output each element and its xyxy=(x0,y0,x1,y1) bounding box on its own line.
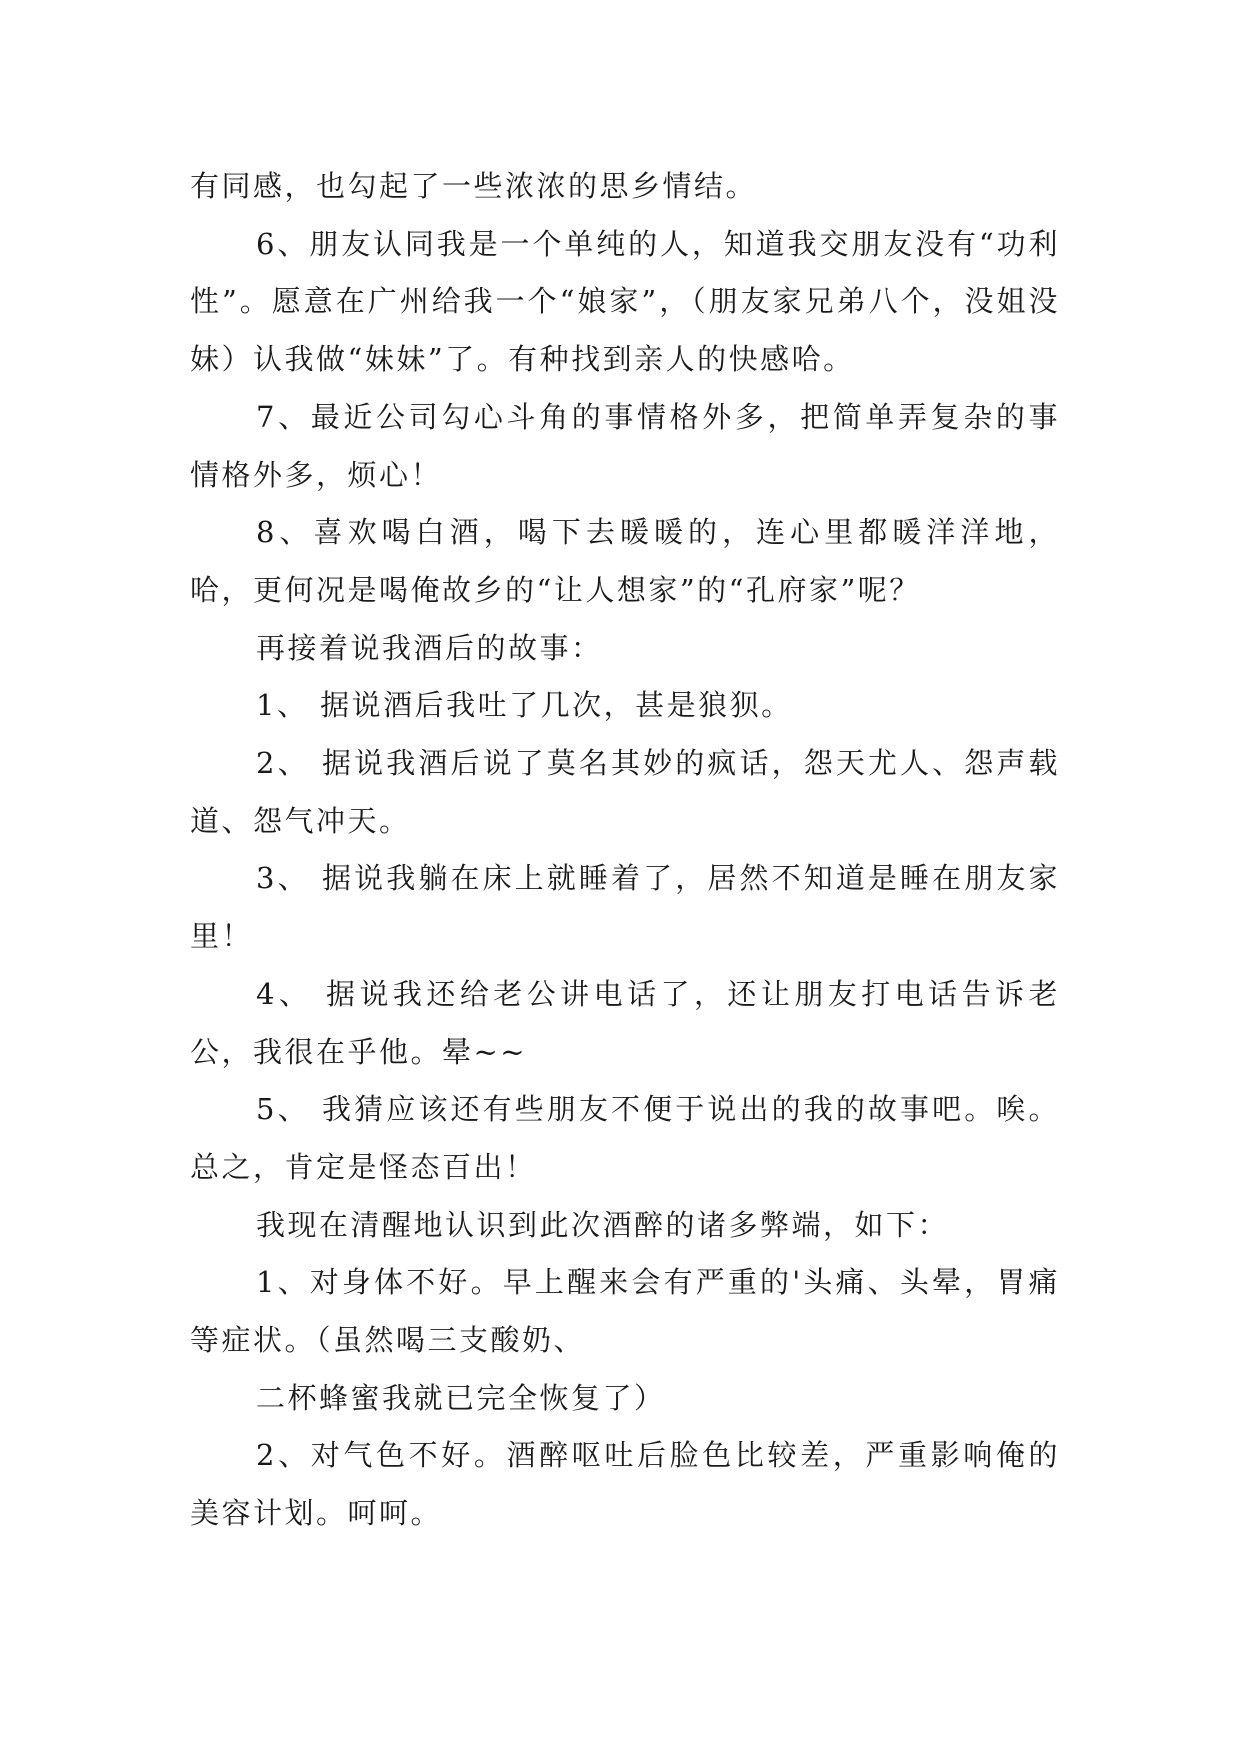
paragraph: 1、对身体不好。早上醒来会有严重的'头痛、头晕，胃痛等症状。（虽然喝三支酸奶、 xyxy=(190,1265,1060,1358)
paragraph: 2、 据说我酒后说了莫名其妙的疯话，怨天尤人、怨声载道、怨气冲天。 xyxy=(190,746,1060,838)
paragraph: 7、最近公司勾心斗角的事情格外多，把简单弄复杂的事情格外多，烦心！ xyxy=(190,399,1060,492)
paragraph: 3、 据说我躺在床上就睡着了，居然不知道是睡在朋友家里！ xyxy=(190,861,1060,954)
paragraph: 8、喜欢喝白酒，喝下去暖暖的，连心里都暖洋洋地，哈，更何况是喝俺故乡的“让人想家”的“孔府家”呢？ xyxy=(190,515,1060,607)
paragraph: 1、 据说酒后我吐了几次，甚是狼狈。 xyxy=(256,688,793,723)
paragraph: 2、对气色不好。酒醉呕吐后脸色比较差，严重影响俺的美容计划。呵呵。 xyxy=(190,1438,1060,1531)
paragraph: 我现在清醒地认识到此次酒醉的诸多弊端，如下： xyxy=(256,1207,950,1242)
paragraph: 4、 据说我还给老公讲电话了，还让朋友打电话告诉老公，我很在乎他。晕~~ xyxy=(190,976,1060,1069)
paragraph: 再接着说我酒后的故事： xyxy=(256,630,603,665)
paragraph: 有同感，也勾起了一些浓浓的思乡情结。 xyxy=(190,169,758,203)
paragraph: 6、朋友认同我是一个单纯的人，知道我交朋友没有“功利性”。愿意在广州给我一个“娘家”，（朋友家兄弟八个，没姐没妹）认我做“妹妹”了。有种找到亲人的快感哈。 xyxy=(190,226,1060,377)
paragraph: 5、 我猜应该还有些朋友不便于说出的我的故事吧。唉。总之，肯定是怪态百出！ xyxy=(190,1092,1060,1184)
document-body xyxy=(190,158,1060,1543)
paragraph: 二杯蜂蜜我就已完全恢复了） xyxy=(256,1380,666,1415)
